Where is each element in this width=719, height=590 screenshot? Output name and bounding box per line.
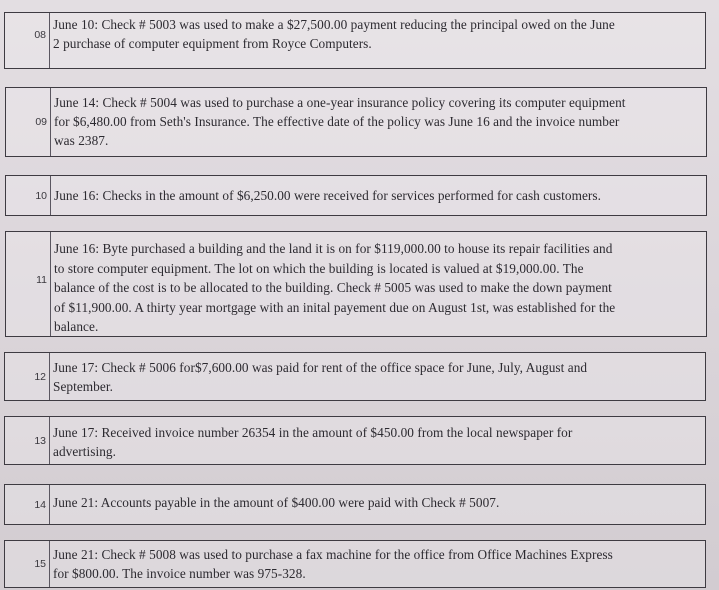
entry-line: to store computer equipment. The lot on which the building is located is valued at $19,000.00. The xyxy=(54,260,584,276)
entry-number: 09 xyxy=(35,116,47,128)
entry-description xyxy=(50,232,706,336)
entry-number: 13 xyxy=(34,434,46,447)
entry-line: for $6,480.00 from Seth's Insurance. The effective date of the policy was June 16 and the invoice number xyxy=(54,114,620,129)
transaction-entry-13 xyxy=(4,416,706,465)
entry-line: June 16: Byte purchased a building and the land it is on for $119,000.00 to house its repair facilities and xyxy=(54,241,613,256)
entry-description xyxy=(49,485,705,524)
entry-line: June 17: Check # 5006 for$7,600.00 was paid for rent of the office space for June, July, August and xyxy=(53,360,588,375)
entry-line: of $11,900.00. A thirty year mortgage with an inital payement due on August 1st, was established for the xyxy=(54,299,616,315)
entry-number: 12 xyxy=(34,370,46,383)
entry-line: balance. xyxy=(54,319,99,334)
transaction-entry-15 xyxy=(4,540,706,588)
entry-line: June 17: Received invoice number 26354 in the amount of $450.00 from the local newspaper for xyxy=(53,425,573,440)
transaction-entry-09 xyxy=(5,87,707,157)
entry-description xyxy=(50,176,706,215)
entry-line: balance of the cost is to be allocated to the building. Check # 5005 was used to make the down payment xyxy=(54,280,612,295)
entry-line: June 10: Check # 5003 was used to make a $27,500.00 payment reducing the principal owed on the June xyxy=(53,17,615,32)
entry-line: for $800.00. The invoice number was 975-328. xyxy=(53,566,306,581)
entry-description xyxy=(50,88,706,156)
entry-number: 15 xyxy=(34,558,46,570)
transaction-entry-08 xyxy=(4,12,706,69)
transaction-entry-10 xyxy=(5,175,707,216)
entry-number: 08 xyxy=(34,29,46,41)
entry-line: was 2387. xyxy=(54,133,109,148)
entry-number: 10 xyxy=(35,189,47,202)
entry-line: June 14: Check # 5004 was used to purchase a one-year insurance policy covering its computer equipment xyxy=(54,95,626,110)
entry-description xyxy=(49,353,705,400)
entry-number: 14 xyxy=(34,498,46,511)
entry-line: June 21: Accounts payable in the amount of $400.00 were paid with Check # 5007. xyxy=(53,495,500,510)
transaction-entry-11 xyxy=(5,231,707,337)
entry-number: 11 xyxy=(36,274,47,286)
entry-line: 2 purchase of computer equipment from Royce Computers. xyxy=(53,36,372,51)
entry-description xyxy=(49,417,705,464)
transaction-entry-12 xyxy=(4,352,706,401)
entry-line: June 16: Checks in the amount of $6,250.00 were received for services performed for cash customers. xyxy=(54,188,601,203)
transaction-entry-14 xyxy=(4,484,706,525)
entry-description xyxy=(49,13,705,68)
entry-line: June 21: Check # 5008 was used to purchase a fax machine for the office from Office Machines Express xyxy=(53,547,613,562)
entry-line: advertising. xyxy=(53,444,117,459)
entry-description xyxy=(49,541,705,587)
entry-line: September. xyxy=(53,379,113,394)
